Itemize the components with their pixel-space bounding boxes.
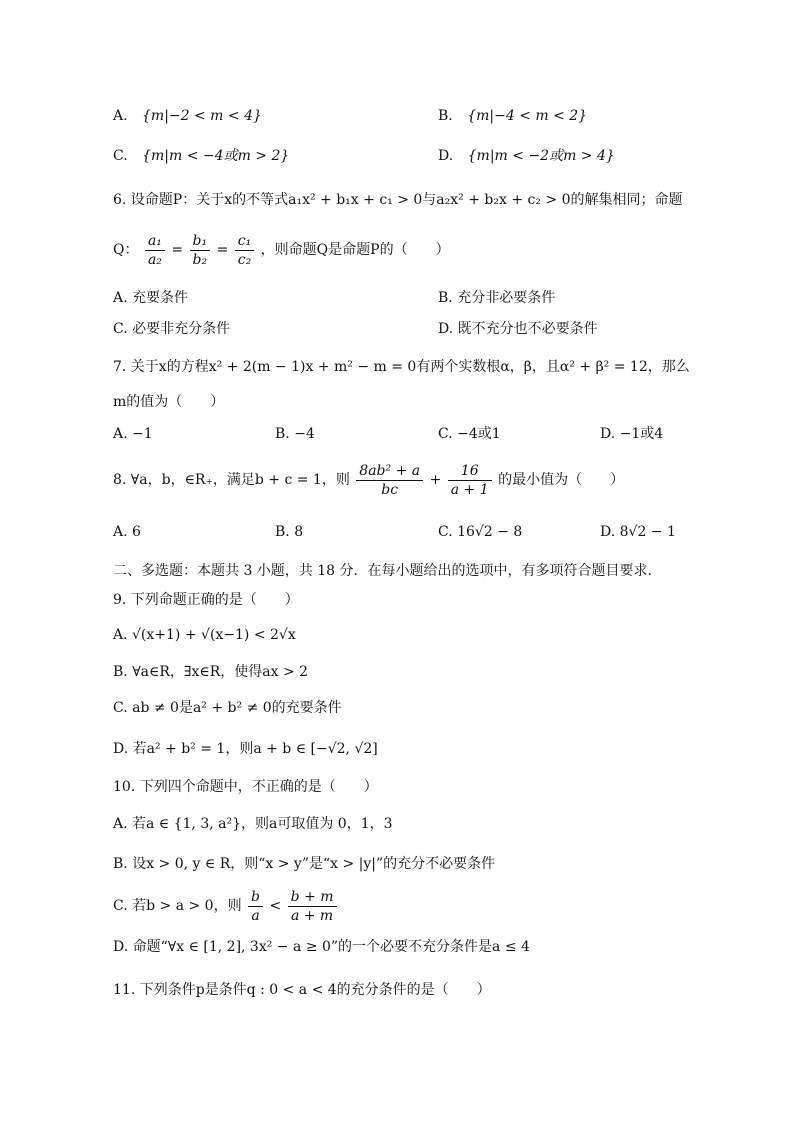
q7-option-a: A. −1 [113, 426, 153, 442]
q6-stem-line1: 6. 设命题P：关于x的不等式a₁x² + b₁x + c₁ > 0与a₂x² + b₂x + c₂ > 0的解集相同；命题 [113, 192, 683, 208]
q10c-lt: < [269, 898, 282, 914]
q6-frac-b-num: b₁ [190, 232, 211, 251]
q6-frac-a-den: a₂ [147, 251, 162, 268]
q8-option-a: A. 6 [113, 524, 141, 540]
q6-option-c: C. 必要非充分条件 [113, 321, 231, 337]
q7-stem-line1: 7. 关于x的方程x² + 2(m − 1)x + m² − m = 0有两个实数根α，β，且α² + β² = 12，那么 [113, 359, 690, 375]
q6-stem-suffix: ，则命题Q是命题P的（ ） [260, 242, 450, 258]
q9-option-c: C. ab ≠ 0是a² + b² ≠ 0的充要条件 [113, 700, 342, 716]
q6-fraction-c [235, 232, 254, 269]
q8-option-d: D. 8√2 − 1 [600, 524, 676, 540]
q6-stem-line2 [113, 230, 450, 270]
q7-option-b: B. −4 [275, 426, 315, 442]
q6-option-d: D. 既不充分也不必要条件 [438, 321, 598, 337]
q10c-fraction-1 [248, 888, 263, 925]
q6-frac-b-den: b₂ [192, 251, 208, 268]
q5-option-b-expr: {m|−4 < m < 2} [467, 108, 588, 124]
q5-option-c-expr: {m|m < −4或m > 2} [142, 148, 290, 164]
q8-frac-2-den: a + 1 [450, 481, 489, 498]
q10-option-c [113, 886, 339, 926]
q5-option-b-letter: B. [438, 108, 453, 124]
q5-option-a-expr: {m|−2 < m < 4} [142, 108, 262, 124]
q8-frac-1-den: bc [381, 481, 399, 498]
q6-option-a: A. 充要条件 [113, 290, 189, 306]
q6-stem-prefix: Q： [113, 242, 139, 258]
q6-fraction-a [145, 232, 165, 269]
q8-option-c: C. 16√2 − 8 [438, 524, 523, 540]
q5-option-a [113, 106, 262, 126]
q6-fraction-b [190, 232, 211, 269]
q7-option-c: C. −4或1 [438, 426, 501, 442]
q8-stem-suffix: 的最小值为（ ） [498, 472, 625, 488]
q6-frac-c-den: c₂ [237, 251, 252, 268]
q10c-frac-1-den: a [251, 907, 260, 924]
q9-option-a: A. √(x+1) + √(x−1) < 2√x [113, 627, 296, 643]
q8-stem-prefix: 8. ∀a，b，∈R₊，满足b + c = 1，则 [113, 472, 350, 488]
q10-option-b: B. 设x > 0, y ∈ R，则“x > y”是“x > |y|”的充分不必要条件 [113, 856, 496, 872]
q6-frac-a-num: a₁ [145, 232, 165, 251]
q7-stem-line2: m的值为（ ） [113, 394, 225, 410]
q9-option-d: D. 若a² + b² = 1，则a + b ∈ [−√2, √2] [113, 741, 378, 757]
q10c-fraction-2 [288, 888, 337, 925]
q8-option-b: B. 8 [275, 524, 304, 540]
q10c-frac-2-den: a + m [290, 907, 334, 924]
q5-option-c-letter: C. [113, 148, 128, 164]
q6-frac-c-num: c₁ [235, 232, 254, 251]
q5-option-d-expr: {m|m < −2或m > 4} [467, 148, 615, 164]
q8-frac-2-num: 16 [448, 462, 492, 481]
q8-plus: + [429, 472, 442, 488]
q9-option-b: B. ∀a∈R，∃x∈R，使得ax > 2 [113, 664, 309, 680]
q5-option-a-letter: A. [113, 108, 128, 124]
q8-fraction-2 [448, 462, 492, 499]
q6-eq-1: = [171, 242, 184, 258]
q7-option-d: D. −1或4 [600, 426, 664, 442]
q8-stem [113, 460, 624, 500]
q10-stem: 10. 下列四个命题中，不正确的是（ ） [113, 779, 378, 795]
q5-option-c [113, 146, 289, 166]
q5-option-d [438, 146, 615, 166]
q8-frac-1-num: 8ab² + a [356, 462, 423, 481]
q8-fraction-1 [356, 462, 423, 499]
q10c-frac-1-num: b [248, 888, 263, 907]
section2-title: 二、多选题：本题共 3 小题，共 18 分．在每小题给出的选项中，有多项符合题目要求． [113, 563, 662, 579]
q11-stem: 11. 下列条件p是条件q : 0 < a < 4的充分条件的是（ ） [113, 982, 491, 998]
q10-option-d: D. 命题“∀x ∈ [1, 2], 3x² − a ≥ 0”的一个必要不充分条件是a ≤ 4 [113, 939, 530, 955]
q10c-frac-2-num: b + m [288, 888, 337, 907]
q6-option-b: B. 充分非必要条件 [438, 290, 556, 306]
q10-option-c-prefix: C. 若b > a > 0，则 [113, 898, 242, 914]
q10-option-a: A. 若a ∈ {1, 3, a²}，则a可取值为 0，1，3 [113, 816, 393, 832]
q9-stem: 9. 下列命题正确的是（ ） [113, 592, 299, 608]
q6-eq-2: = [216, 242, 229, 258]
q5-option-d-letter: D. [438, 148, 454, 164]
q5-option-b [438, 106, 587, 126]
